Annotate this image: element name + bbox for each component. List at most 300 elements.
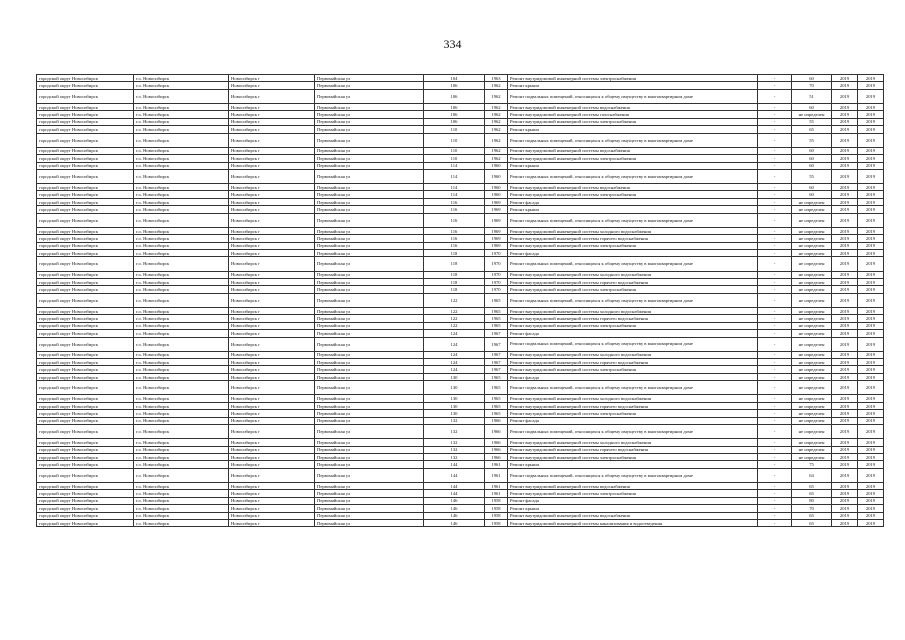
cell-cost: не определен bbox=[792, 351, 832, 358]
cell-street: Первомайская ул bbox=[315, 461, 424, 468]
cell-house-number: 130 bbox=[424, 381, 485, 395]
table-row bbox=[37, 490, 884, 497]
cell-city: Новосибирск г bbox=[229, 482, 315, 489]
cell-city: Новосибирск г bbox=[229, 82, 315, 89]
cell-cost: 55 bbox=[792, 133, 832, 147]
cell-street: Первомайская ул bbox=[315, 381, 424, 395]
cell-city-area: г.о. Новосибирск bbox=[134, 206, 229, 213]
cell-build-year: 1965 bbox=[485, 322, 508, 329]
cell-build-year: 1962 bbox=[485, 126, 508, 133]
cell-dash: - bbox=[758, 250, 792, 257]
cell-street: Первомайская ул bbox=[315, 162, 424, 169]
cell-house-number: 118 bbox=[424, 250, 485, 257]
cell-city-area: г.о. Новосибирск bbox=[134, 103, 229, 110]
table-row bbox=[37, 402, 884, 409]
cell-build-year: 1961 bbox=[485, 468, 508, 482]
cell-house-number: 116 bbox=[424, 213, 485, 227]
cell-city: Новосибирск г bbox=[229, 89, 315, 103]
cell-build-year: 1958 bbox=[485, 512, 508, 519]
cell-build-year: 1958 bbox=[485, 505, 508, 512]
cell-plan-year-start: 2019 bbox=[832, 89, 858, 103]
cell-city-area: г.о. Новосибирск bbox=[134, 89, 229, 103]
cell-dash: - bbox=[758, 103, 792, 110]
cell-street: Первомайская ул bbox=[315, 366, 424, 373]
cell-dash: - bbox=[758, 126, 792, 133]
cell-build-year: 1960 bbox=[485, 191, 508, 198]
cell-city: Новосибирск г bbox=[229, 439, 315, 446]
cell-work-type: Ремонт внутридомовой инженерной системы холодного водоснабжения bbox=[508, 271, 758, 278]
cell-dash: - bbox=[758, 257, 792, 271]
cell-cost: 80 bbox=[792, 497, 832, 504]
cell-city-area: г.о. Новосибирск bbox=[134, 307, 229, 314]
cell-city-area: г.о. Новосибирск bbox=[134, 75, 229, 82]
cell-street: Первомайская ул bbox=[315, 235, 424, 242]
cell-plan-year-start: 2019 bbox=[832, 133, 858, 147]
cell-city-area: г.о. Новосибирск bbox=[134, 366, 229, 373]
table-row bbox=[37, 373, 884, 380]
table-row bbox=[37, 461, 884, 468]
cell-dash: - bbox=[758, 395, 792, 402]
cell-plan-year-end: 2019 bbox=[858, 381, 884, 395]
cell-work-type: Ремонт внутридомовой инженерной системы горячего водоснабжения bbox=[508, 278, 758, 285]
cell-cost: не определен bbox=[792, 250, 832, 257]
cell-plan-year-start: 2019 bbox=[832, 250, 858, 257]
cell-house-number: 132 bbox=[424, 446, 485, 453]
cell-district: городской округ Новосибирск bbox=[37, 497, 134, 504]
cell-work-type: Ремонт внутридомовой инженерной системы горячего водоснабжения bbox=[508, 235, 758, 242]
cell-work-type: Ремонт фасада bbox=[508, 497, 758, 504]
cell-house-number: 130 bbox=[424, 373, 485, 380]
cell-dash: - bbox=[758, 359, 792, 366]
cell-plan-year-end: 2019 bbox=[858, 293, 884, 307]
cell-house-number: 106 bbox=[424, 111, 485, 118]
cell-district: городской округ Новосибирск bbox=[37, 461, 134, 468]
cell-dash: - bbox=[758, 133, 792, 147]
register-rows bbox=[37, 75, 884, 527]
cell-cost: не определен bbox=[792, 453, 832, 460]
cell-work-type: Ремонт внутридомовой инженерной системы водоснабжения bbox=[508, 147, 758, 154]
table-row bbox=[37, 111, 884, 118]
cell-district: городской округ Новосибирск bbox=[37, 337, 134, 351]
cell-work-type: Ремонт внутридомовой инженерной системы электроснабжения bbox=[508, 242, 758, 249]
cell-city-area: г.о. Новосибирск bbox=[134, 512, 229, 519]
cell-city: Новосибирск г bbox=[229, 373, 315, 380]
cell-city: Новосибирск г bbox=[229, 242, 315, 249]
table-row bbox=[37, 82, 884, 89]
cell-city: Новосибирск г bbox=[229, 461, 315, 468]
cell-dash: - bbox=[758, 439, 792, 446]
cell-city: Новосибирск г bbox=[229, 395, 315, 402]
cell-cost: 60 bbox=[792, 184, 832, 191]
cell-city: Новосибирск г bbox=[229, 278, 315, 285]
cell-house-number: 132 bbox=[424, 417, 485, 424]
cell-city-area: г.о. Новосибирск bbox=[134, 395, 229, 402]
cell-plan-year-start: 2019 bbox=[832, 381, 858, 395]
cell-dash: - bbox=[758, 169, 792, 183]
cell-build-year: 1969 bbox=[485, 213, 508, 227]
cell-city-area: г.о. Новосибирск bbox=[134, 213, 229, 227]
cell-city: Новосибирск г bbox=[229, 213, 315, 227]
cell-plan-year-start: 2019 bbox=[832, 322, 858, 329]
cell-city: Новосибирск г bbox=[229, 402, 315, 409]
cell-city: Новосибирск г bbox=[229, 191, 315, 198]
cell-district: городской округ Новосибирск bbox=[37, 402, 134, 409]
cell-city: Новосибирск г bbox=[229, 257, 315, 271]
table-row bbox=[37, 446, 884, 453]
cell-city-area: г.о. Новосибирск bbox=[134, 147, 229, 154]
cell-house-number: 104 bbox=[424, 75, 485, 82]
cell-plan-year-end: 2019 bbox=[858, 417, 884, 424]
cell-cost: не определен bbox=[792, 337, 832, 351]
cell-build-year: 1962 bbox=[485, 147, 508, 154]
cell-city: Новосибирск г bbox=[229, 490, 315, 497]
cell-plan-year-end: 2019 bbox=[858, 75, 884, 82]
cell-plan-year-start: 2019 bbox=[832, 359, 858, 366]
cell-dash: - bbox=[758, 519, 792, 526]
cell-dash: - bbox=[758, 286, 792, 293]
cell-district: городской округ Новосибирск bbox=[37, 133, 134, 147]
cell-work-type: Ремонт подвальных помещений, относящихся к общему имуществу в многоквартирном доме bbox=[508, 89, 758, 103]
cell-district: городской округ Новосибирск bbox=[37, 330, 134, 337]
cell-house-number: 132 bbox=[424, 439, 485, 446]
cell-plan-year-end: 2019 bbox=[858, 206, 884, 213]
cell-house-number: 116 bbox=[424, 227, 485, 234]
cell-dash: - bbox=[758, 315, 792, 322]
cell-dash: - bbox=[758, 206, 792, 213]
cell-plan-year-start: 2019 bbox=[832, 118, 858, 125]
cell-build-year: 1970 bbox=[485, 286, 508, 293]
cell-plan-year-start: 2019 bbox=[832, 235, 858, 242]
cell-house-number: 144 bbox=[424, 468, 485, 482]
cell-dash: - bbox=[758, 198, 792, 205]
cell-dash: - bbox=[758, 330, 792, 337]
cell-street: Первомайская ул bbox=[315, 307, 424, 314]
cell-house-number: 118 bbox=[424, 271, 485, 278]
cell-cost: 65 bbox=[792, 490, 832, 497]
cell-work-type: Ремонт внутридомовой инженерной системы холодного водоснабжения bbox=[508, 307, 758, 314]
cell-plan-year-end: 2019 bbox=[858, 198, 884, 205]
cell-house-number: 114 bbox=[424, 162, 485, 169]
cell-plan-year-end: 2019 bbox=[858, 307, 884, 314]
cell-plan-year-end: 2019 bbox=[858, 250, 884, 257]
cell-street: Первомайская ул bbox=[315, 322, 424, 329]
cell-district: городской округ Новосибирск bbox=[37, 366, 134, 373]
cell-city-area: г.о. Новосибирск bbox=[134, 235, 229, 242]
cell-district: городской округ Новосибирск bbox=[37, 242, 134, 249]
cell-street: Первомайская ул bbox=[315, 402, 424, 409]
cell-work-type: Ремонт внутридомовой инженерной системы электроснабжения bbox=[508, 490, 758, 497]
cell-district: городской округ Новосибирск bbox=[37, 250, 134, 257]
cell-cost: 60 bbox=[792, 75, 832, 82]
cell-city-area: г.о. Новосибирск bbox=[134, 155, 229, 162]
cell-street: Первомайская ул bbox=[315, 468, 424, 482]
cell-cost: не определен bbox=[792, 322, 832, 329]
cell-city-area: г.о. Новосибирск bbox=[134, 337, 229, 351]
cell-dash: - bbox=[758, 89, 792, 103]
cell-plan-year-end: 2019 bbox=[858, 482, 884, 489]
cell-work-type: Ремонт внутридомовой инженерной системы электроснабжения bbox=[508, 191, 758, 198]
cell-plan-year-start: 2019 bbox=[832, 155, 858, 162]
table-row bbox=[37, 505, 884, 512]
cell-dash: - bbox=[758, 82, 792, 89]
cell-street: Первомайская ул bbox=[315, 512, 424, 519]
cell-city-area: г.о. Новосибирск bbox=[134, 461, 229, 468]
cell-house-number: 122 bbox=[424, 307, 485, 314]
cell-build-year: 1969 bbox=[485, 198, 508, 205]
cell-dash: - bbox=[758, 366, 792, 373]
cell-district: городской округ Новосибирск bbox=[37, 468, 134, 482]
cell-plan-year-start: 2019 bbox=[832, 206, 858, 213]
table-row bbox=[37, 293, 884, 307]
cell-district: городской округ Новосибирск bbox=[37, 147, 134, 154]
cell-house-number: 116 bbox=[424, 235, 485, 242]
cell-plan-year-start: 2019 bbox=[832, 446, 858, 453]
cell-city: Новосибирск г bbox=[229, 512, 315, 519]
table-row bbox=[37, 439, 884, 446]
cell-work-type: Ремонт внутридомовой инженерной системы электроснабжения bbox=[508, 286, 758, 293]
cell-district: городской округ Новосибирск bbox=[37, 227, 134, 234]
cell-build-year: 1965 bbox=[485, 402, 508, 409]
cell-plan-year-end: 2019 bbox=[858, 155, 884, 162]
cell-plan-year-start: 2019 bbox=[832, 417, 858, 424]
table-row bbox=[37, 133, 884, 147]
cell-city: Новосибирск г bbox=[229, 410, 315, 417]
cell-street: Первомайская ул bbox=[315, 395, 424, 402]
cell-plan-year-start: 2019 bbox=[832, 213, 858, 227]
cell-plan-year-end: 2019 bbox=[858, 366, 884, 373]
cell-build-year: 1962 bbox=[485, 155, 508, 162]
cell-cost: не определен bbox=[792, 330, 832, 337]
table-row bbox=[37, 322, 884, 329]
table-row bbox=[37, 278, 884, 285]
cell-house-number: 124 bbox=[424, 330, 485, 337]
cell-plan-year-start: 2019 bbox=[832, 198, 858, 205]
cell-build-year: 1958 bbox=[485, 497, 508, 504]
cell-house-number: 114 bbox=[424, 191, 485, 198]
cell-dash: - bbox=[758, 425, 792, 439]
cell-district: городской округ Новосибирск bbox=[37, 395, 134, 402]
table-row bbox=[37, 482, 884, 489]
cell-plan-year-end: 2019 bbox=[858, 126, 884, 133]
cell-city: Новосибирск г bbox=[229, 169, 315, 183]
cell-plan-year-start: 2019 bbox=[832, 103, 858, 110]
cell-street: Первомайская ул bbox=[315, 111, 424, 118]
cell-work-type: Ремонт крыши bbox=[508, 505, 758, 512]
cell-street: Первомайская ул bbox=[315, 242, 424, 249]
cell-dash: - bbox=[758, 482, 792, 489]
cell-street: Первомайская ул bbox=[315, 417, 424, 424]
cell-city-area: г.о. Новосибирск bbox=[134, 162, 229, 169]
cell-street: Первомайская ул bbox=[315, 82, 424, 89]
cell-build-year: 1969 bbox=[485, 235, 508, 242]
cell-district: городской округ Новосибирск bbox=[37, 293, 134, 307]
cell-cost: 60 bbox=[792, 162, 832, 169]
cell-plan-year-start: 2019 bbox=[832, 505, 858, 512]
cell-work-type: Ремонт внутридомовой инженерной системы электроснабжения bbox=[508, 453, 758, 460]
cell-street: Первомайская ул bbox=[315, 439, 424, 446]
cell-street: Первомайская ул bbox=[315, 293, 424, 307]
cell-city-area: г.о. Новосибирск bbox=[134, 315, 229, 322]
cell-city-area: г.о. Новосибирск bbox=[134, 271, 229, 278]
cell-dash: - bbox=[758, 147, 792, 154]
table-row bbox=[37, 191, 884, 198]
cell-plan-year-end: 2019 bbox=[858, 359, 884, 366]
cell-cost: 65 bbox=[792, 126, 832, 133]
cell-city-area: г.о. Новосибирск bbox=[134, 330, 229, 337]
cell-cost: не определен bbox=[792, 315, 832, 322]
cell-dash: - bbox=[758, 155, 792, 162]
cell-house-number: 110 bbox=[424, 133, 485, 147]
cell-plan-year-end: 2019 bbox=[858, 242, 884, 249]
cell-work-type: Ремонт подвальных помещений, относящихся к общему имуществу в многоквартирном доме bbox=[508, 468, 758, 482]
cell-plan-year-start: 2019 bbox=[832, 410, 858, 417]
cell-dash: - bbox=[758, 162, 792, 169]
cell-work-type: Ремонт внутридомовой инженерной системы холодного водоснабжения bbox=[508, 351, 758, 358]
cell-build-year: 1969 bbox=[485, 227, 508, 234]
table-row bbox=[37, 410, 884, 417]
cell-city: Новосибирск г bbox=[229, 250, 315, 257]
cell-city: Новосибирск г bbox=[229, 206, 315, 213]
cell-dash: - bbox=[758, 453, 792, 460]
cell-plan-year-start: 2019 bbox=[832, 425, 858, 439]
cell-city-area: г.о. Новосибирск bbox=[134, 82, 229, 89]
cell-build-year: 1962 bbox=[485, 82, 508, 89]
cell-street: Первомайская ул bbox=[315, 330, 424, 337]
cell-district: городской округ Новосибирск bbox=[37, 351, 134, 358]
cell-city: Новосибирск г bbox=[229, 315, 315, 322]
cell-district: городской округ Новосибирск bbox=[37, 191, 134, 198]
cell-city-area: г.о. Новосибирск bbox=[134, 482, 229, 489]
cell-dash: - bbox=[758, 402, 792, 409]
cell-city-area: г.о. Новосибирск bbox=[134, 402, 229, 409]
cell-build-year: 1966 bbox=[485, 425, 508, 439]
cell-plan-year-start: 2019 bbox=[832, 227, 858, 234]
cell-house-number: 116 bbox=[424, 206, 485, 213]
cell-district: городской округ Новосибирск bbox=[37, 425, 134, 439]
cell-plan-year-start: 2019 bbox=[832, 461, 858, 468]
cell-cost: 70 bbox=[792, 82, 832, 89]
cell-city: Новосибирск г bbox=[229, 351, 315, 358]
cell-plan-year-end: 2019 bbox=[858, 497, 884, 504]
cell-street: Первомайская ул bbox=[315, 118, 424, 125]
cell-street: Первомайская ул bbox=[315, 482, 424, 489]
cell-district: городской округ Новосибирск bbox=[37, 446, 134, 453]
cell-build-year: 1965 bbox=[485, 293, 508, 307]
cell-cost: не определен bbox=[792, 242, 832, 249]
cell-build-year: 1960 bbox=[485, 162, 508, 169]
cell-plan-year-end: 2019 bbox=[858, 505, 884, 512]
cell-plan-year-end: 2019 bbox=[858, 519, 884, 526]
cell-district: городской округ Новосибирск bbox=[37, 490, 134, 497]
cell-dash: - bbox=[758, 118, 792, 125]
cell-street: Первомайская ул bbox=[315, 286, 424, 293]
cell-city-area: г.о. Новосибирск bbox=[134, 227, 229, 234]
cell-district: городской округ Новосибирск bbox=[37, 381, 134, 395]
cell-plan-year-end: 2019 bbox=[858, 89, 884, 103]
cell-plan-year-end: 2019 bbox=[858, 490, 884, 497]
cell-work-type: Ремонт внутридомовой инженерной системы электроснабжения bbox=[508, 366, 758, 373]
cell-cost: 55 bbox=[792, 118, 832, 125]
cell-dash: - bbox=[758, 271, 792, 278]
cell-plan-year-start: 2019 bbox=[832, 242, 858, 249]
cell-plan-year-start: 2019 bbox=[832, 490, 858, 497]
cell-dash: - bbox=[758, 505, 792, 512]
cell-house-number: 118 bbox=[424, 286, 485, 293]
cell-city: Новосибирск г bbox=[229, 147, 315, 154]
cell-city-area: г.о. Новосибирск bbox=[134, 322, 229, 329]
cell-plan-year-end: 2019 bbox=[858, 147, 884, 154]
cell-house-number: 124 bbox=[424, 351, 485, 358]
cell-plan-year-end: 2019 bbox=[858, 446, 884, 453]
cell-cost: не определен bbox=[792, 257, 832, 271]
cell-dash: - bbox=[758, 351, 792, 358]
cell-house-number: 130 bbox=[424, 410, 485, 417]
cell-plan-year-end: 2019 bbox=[858, 227, 884, 234]
cell-cost: 64 bbox=[792, 468, 832, 482]
cell-city: Новосибирск г bbox=[229, 425, 315, 439]
cell-city-area: г.о. Новосибирск bbox=[134, 133, 229, 147]
cell-work-type: Ремонт подвальных помещений, относящихся к общему имуществу в многоквартирном доме bbox=[508, 213, 758, 227]
cell-plan-year-end: 2019 bbox=[858, 118, 884, 125]
cell-work-type: Ремонт внутридомовой инженерной системы электроснабжения bbox=[508, 322, 758, 329]
cell-street: Первомайская ул bbox=[315, 250, 424, 257]
cell-work-type: Ремонт внутридомовой инженерной системы газоснабжения bbox=[508, 111, 758, 118]
cell-dash: - bbox=[758, 468, 792, 482]
cell-cost: не определен bbox=[792, 439, 832, 446]
table-row bbox=[37, 162, 884, 169]
cell-street: Первомайская ул bbox=[315, 410, 424, 417]
cell-cost: не определен bbox=[792, 425, 832, 439]
cell-build-year: 1970 bbox=[485, 257, 508, 271]
cell-dash: - bbox=[758, 381, 792, 395]
cell-plan-year-start: 2019 bbox=[832, 111, 858, 118]
cell-city: Новосибирск г bbox=[229, 519, 315, 526]
cell-district: городской округ Новосибирск bbox=[37, 512, 134, 519]
cell-plan-year-end: 2019 bbox=[858, 271, 884, 278]
cell-plan-year-end: 2019 bbox=[858, 257, 884, 271]
cell-house-number: 146 bbox=[424, 497, 485, 504]
cell-city-area: г.о. Новосибирск bbox=[134, 242, 229, 249]
cell-district: городской округ Новосибирск bbox=[37, 82, 134, 89]
cell-work-type: Ремонт внутридомовой инженерной системы водоснабжения bbox=[508, 482, 758, 489]
cell-city-area: г.о. Новосибирск bbox=[134, 497, 229, 504]
cell-street: Первомайская ул bbox=[315, 351, 424, 358]
cell-dash: - bbox=[758, 322, 792, 329]
cell-house-number: 122 bbox=[424, 315, 485, 322]
cell-district: городской округ Новосибирск bbox=[37, 184, 134, 191]
cell-city: Новосибирск г bbox=[229, 126, 315, 133]
cell-work-type: Ремонт внутридомовой инженерной системы холодного водоснабжения bbox=[508, 395, 758, 402]
cell-house-number: 124 bbox=[424, 337, 485, 351]
cell-district: городской округ Новосибирск bbox=[37, 359, 134, 366]
cell-street: Первомайская ул bbox=[315, 257, 424, 271]
table-row bbox=[37, 103, 884, 110]
cell-house-number: 110 bbox=[424, 155, 485, 162]
table-row bbox=[37, 337, 884, 351]
cell-plan-year-start: 2019 bbox=[832, 82, 858, 89]
cell-house-number: 116 bbox=[424, 198, 485, 205]
cell-work-type: Ремонт внутридомовой инженерной системы электроснабжения bbox=[508, 118, 758, 125]
cell-work-type: Ремонт фасада bbox=[508, 250, 758, 257]
cell-dash: - bbox=[758, 227, 792, 234]
cell-district: городской округ Новосибирск bbox=[37, 505, 134, 512]
cell-city: Новосибирск г bbox=[229, 75, 315, 82]
cell-dash: - bbox=[758, 75, 792, 82]
cell-street: Первомайская ул bbox=[315, 147, 424, 154]
cell-plan-year-end: 2019 bbox=[858, 351, 884, 358]
table-row bbox=[37, 155, 884, 162]
cell-district: городской округ Новосибирск bbox=[37, 257, 134, 271]
